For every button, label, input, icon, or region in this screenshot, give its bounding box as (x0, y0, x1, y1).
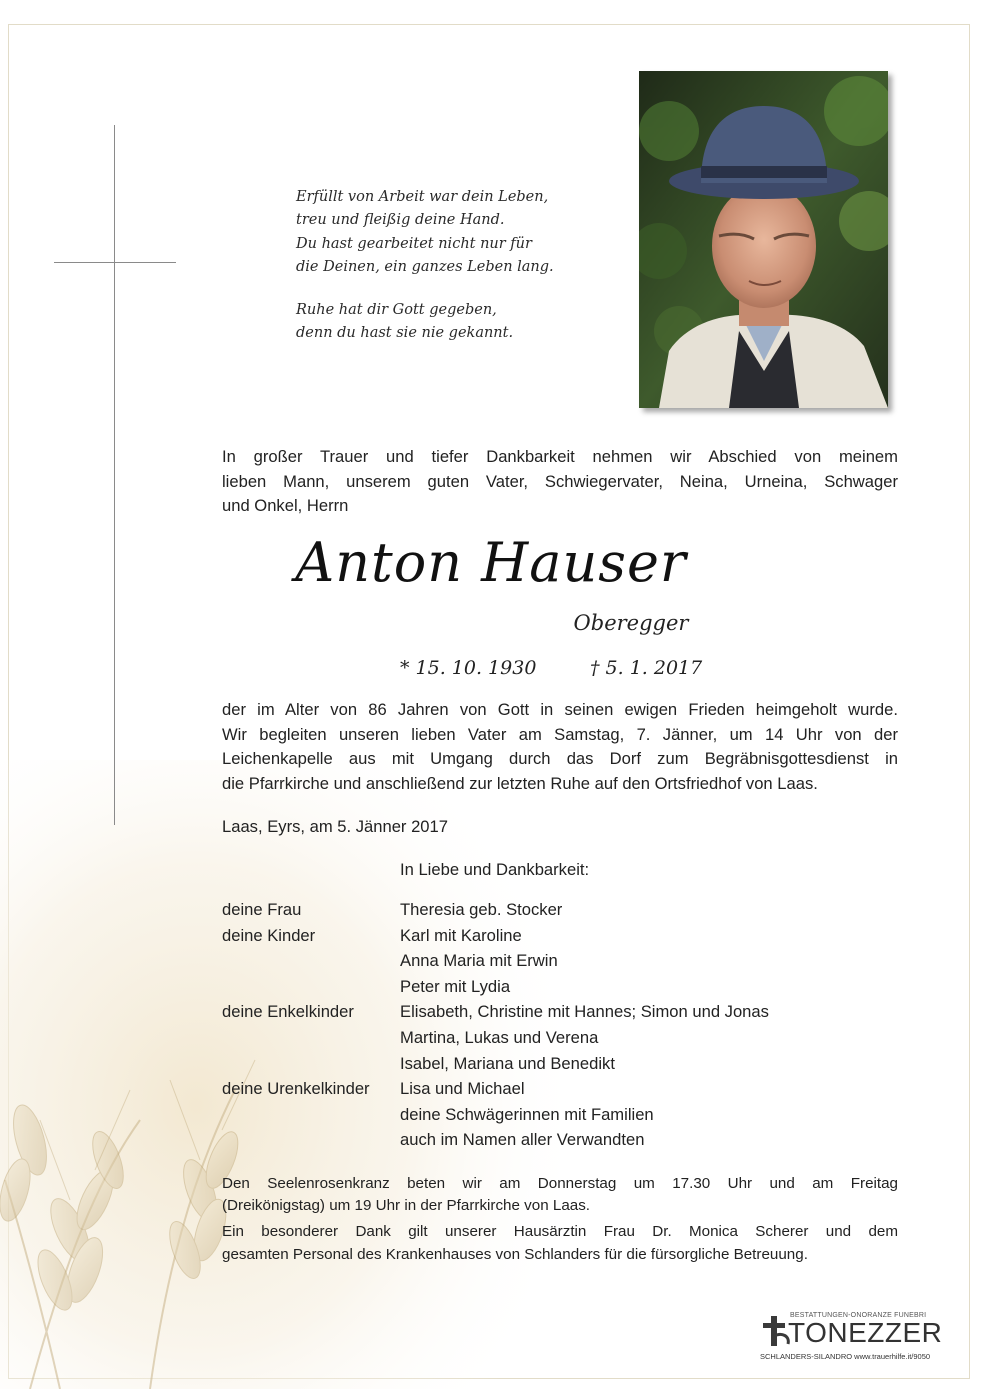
body-line: Wir begleiten unseren lieben Vater am Samstag, 7. Jänner, um 14 Uhr von der (222, 724, 898, 744)
intro-line: lieben Mann, unserem guten Vater, Schwiegervater, Neina, Urneina, Schwager (222, 471, 898, 491)
cross-logo-icon (760, 1314, 790, 1348)
deceased-nickname: Oberegger (573, 611, 689, 635)
mourner-name: Theresia geb. Stocker (400, 900, 563, 919)
intro-paragraph (222, 445, 898, 519)
funeral-paragraph (222, 698, 898, 797)
logo-footer: SCHLANDERS-SILANDRO www.trauerhilfe.it/9050 (760, 1352, 931, 1361)
poem-line: denn du hast sie nie gekannt. (296, 325, 514, 342)
mourner-name: deine Schwägerinnen mit Familien (400, 1104, 654, 1124)
intro-line: und Onkel, Herrn (222, 496, 349, 516)
mourner-role: deine Urenkelkinder (222, 1079, 370, 1099)
place-date: Laas, Eyrs, am 5. Jänner 2017 (222, 817, 448, 836)
greeting: In Liebe und Dankbarkeit: (400, 860, 590, 879)
death-date: † 5. 1. 2017 (590, 657, 703, 679)
mourner-role: deine Enkelkinder (222, 1002, 354, 1022)
birth-date: * 15. 10. 1930 (400, 657, 537, 679)
rosary-line: (Dreikönigstag) um 19 Uhr in der Pfarrkirche von Laas. (222, 1197, 591, 1215)
mourner-name: Anna Maria mit Erwin (400, 951, 558, 971)
logo-name: TONEZZER (788, 1317, 943, 1348)
cross-vertical-line (114, 125, 115, 825)
poem-line: Du hast gearbeitet nicht nur für (296, 235, 532, 252)
deceased-name: Anton Hauser (295, 531, 687, 594)
cross-horizontal-line (54, 262, 176, 263)
poem-line: die Deinen, ein ganzes Leben lang. (296, 258, 554, 275)
poem-stanza-1 (296, 186, 554, 279)
intro-line: In großer Trauer und tiefer Dankbarkeit nehmen wir Abschied von meinem (222, 447, 898, 466)
poem-stanza-2 (296, 299, 513, 346)
mourner-name: Lisa und Michael (400, 1079, 525, 1099)
poem-line: Erfüllt von Arbeit war dein Leben, (296, 189, 549, 205)
poem-line: Ruhe hat dir Gott gegeben, (296, 302, 497, 318)
mourner-name: Martina, Lukas und Verena (400, 1027, 599, 1047)
mourner-name: Isabel, Mariana und Benedikt (400, 1053, 615, 1073)
body-line: die Pfarrkirche und anschließend zur letzten Ruhe auf den Ortsfriedhof von Laas. (222, 774, 818, 794)
mourner-name: Peter mit Lydia (400, 976, 511, 996)
mourner-name: Elisabeth, Christine mit Hannes; Simon und Jonas (400, 1002, 769, 1022)
notes-section (222, 1173, 898, 1266)
mourner-role: deine Kinder (222, 925, 316, 945)
thanks-line: Ein besonderer Dank gilt unserer Hausärztin Frau Dr. Monica Scherer und dem (222, 1223, 898, 1241)
portrait-photo (639, 71, 888, 408)
body-line: der im Alter von 86 Jahren von Gott in seinen ewigen Frieden heimgeholt wurde. (222, 700, 898, 719)
logo-tagline: BESTATTUNGEN-ONORANZE FUNEBRI (790, 1312, 927, 1319)
mourner-role: deine Frau (222, 900, 302, 919)
funeral-home-logo (760, 1312, 960, 1368)
mourner-name: Karl mit Karoline (400, 925, 522, 945)
body-line: Leichenkapelle aus mit Umgang durch das Dorf zum Begräbnisgottesdienst in (222, 749, 898, 769)
mourner-name: auch im Namen aller Verwandten (400, 1130, 645, 1150)
poem-line: treu und fleißig deine Hand. (296, 212, 505, 229)
rosary-line: Den Seelenrosenkranz beten wir am Donnerstag um 17.30 Uhr und am Freitag (222, 1175, 898, 1192)
thanks-line: gesamten Personal des Krankenhauses von Schlanders für die fürsorgliche Betreuung. (222, 1245, 808, 1263)
